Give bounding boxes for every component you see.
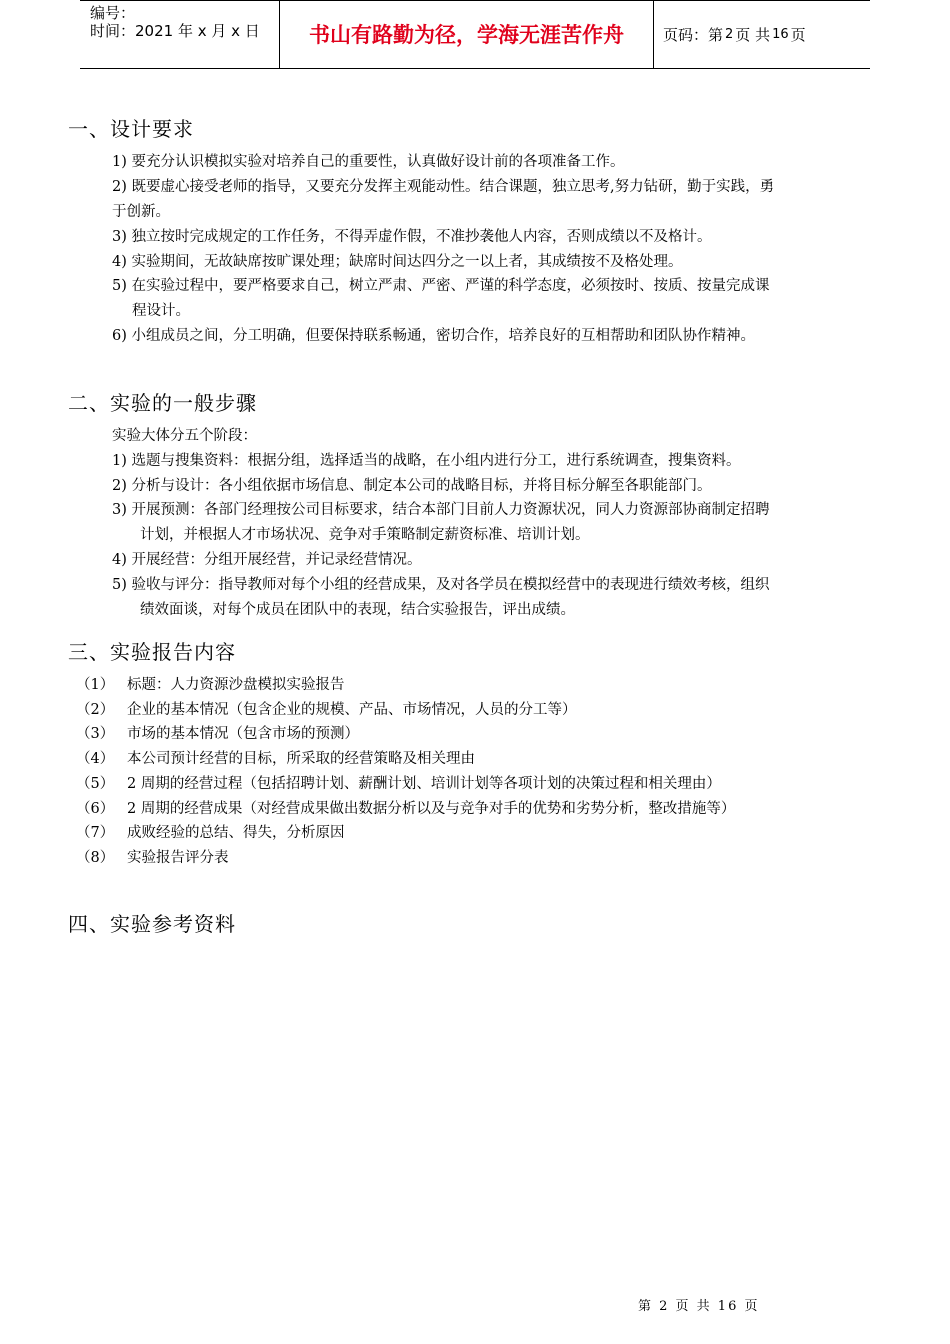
section1-item-2-cont: 于创新。: [112, 204, 170, 220]
list-item: （6） 2 周期的经营成果（对经营成果做出数据分析以及与竞争对手的优势和劣势分析，整改措施等）: [76, 800, 736, 817]
list-item: （1） 标题：人力资源沙盘模拟实验报告: [76, 677, 345, 693]
time-label: 时间：2021 年 x 月 x 日: [90, 22, 260, 40]
section2-step-3-cont: 计划，并根据人才市场状况、竞争对手策略制定薪资标准、培训计划。: [140, 527, 590, 543]
section1-item-5: 5) 在实验过程中，要严格要求自己，树立严肃、严密、严谨的科学态度，必须按时、按质、按量完成课: [112, 278, 770, 294]
section-heading-report-content: 三、实验报告内容: [68, 640, 236, 664]
page-current: 2: [725, 26, 734, 42]
section-heading-general-steps: 二、实验的一般步骤: [68, 391, 257, 415]
page-footer: 第 2 页 共 16 页: [638, 1299, 760, 1314]
header-meta: [80, 0, 280, 68]
page-suffix: 页: [790, 25, 806, 44]
section1-item-3: 3) 独立按时完成规定的工作任务，不得弄虚作假，不准抄袭他人内容，否则成绩以不及格计。: [112, 229, 712, 245]
page-mid: 页 共: [735, 25, 771, 44]
page-header: [80, 0, 870, 69]
list-item: （7） 成败经验的总结、得失，分析原因: [76, 825, 345, 842]
list-item: （2） 企业的基本情况（包含企业的规模、产品、市场情况，人员的分工等）: [76, 701, 577, 718]
page-total: 16: [772, 26, 789, 42]
section-heading-design-requirements: 一、设计要求: [68, 117, 194, 141]
section2-intro: 实验大体分五个阶段：: [112, 428, 257, 444]
list-item: （3） 市场的基本情况（包含市场的预测）: [76, 726, 359, 743]
section1-item-1: 1) 要充分认识模拟实验对培养自己的重要性，认真做好设计前的各项准备工作。: [112, 154, 625, 170]
section1-item-2: 2) 既要虚心接受老师的指导，又要充分发挥主观能动性。结合课题，独立思考,努力钻研，勤于实践，勇: [112, 179, 775, 195]
header-page-info: [654, 0, 870, 68]
serial-label: 编号：: [90, 4, 136, 22]
page-prefix: 页码：第: [663, 25, 724, 44]
section1-item-6: 6) 小组成员之间，分工明确，但要保持联系畅通，密切合作，培养良好的互相帮助和团队协作精神。: [112, 328, 755, 344]
section2-step-4: 4) 开展经营：分组开展经营，并记录经营情况。: [112, 552, 422, 568]
section1-item-5-cont: 程设计。: [132, 303, 190, 319]
list-item: （4） 本公司预计经营的目标，所采取的经营策略及相关理由: [76, 751, 475, 768]
section1-item-4: 4) 实验期间，无故缺席按旷课处理；缺席时间达四分之一以上者，其成绩按不及格处理。: [112, 254, 683, 270]
section2-step-5-cont: 绩效面谈，对每个成员在团队中的表现，结合实验报告，评出成绩。: [140, 602, 575, 618]
header-motto: 书山有路勤为径，学海无涯苦作舟: [280, 0, 654, 68]
report-content-list: [76, 673, 735, 871]
section2-step-5: 5) 验收与评分：指导教师对每个小组的经营成果，及对各学员在模拟经营中的表现进行绩效考核，组织: [112, 577, 770, 593]
section-heading-references: 四、实验参考资料: [68, 912, 236, 936]
section2-step-1: 1) 选题与搜集资料：根据分组，选择适当的战略，在小组内进行分工，进行系统调查，搜集资料。: [112, 453, 741, 469]
list-item: （5） 2 周期的经营过程（包括招聘计划、薪酬计划、培训计划等各项计划的决策过程和相关理由）: [76, 775, 721, 792]
section2-step-2: 2) 分析与设计：各小组依据市场信息、制定本公司的战略目标，并将目标分解至各职能部门。: [112, 478, 712, 494]
section2-step-3: 3) 开展预测：各部门经理按公司目标要求，结合本部门目前人力资源状况，同人力资源部协商制定招聘: [112, 502, 770, 518]
list-item: （8） 实验报告评分表: [76, 849, 229, 866]
